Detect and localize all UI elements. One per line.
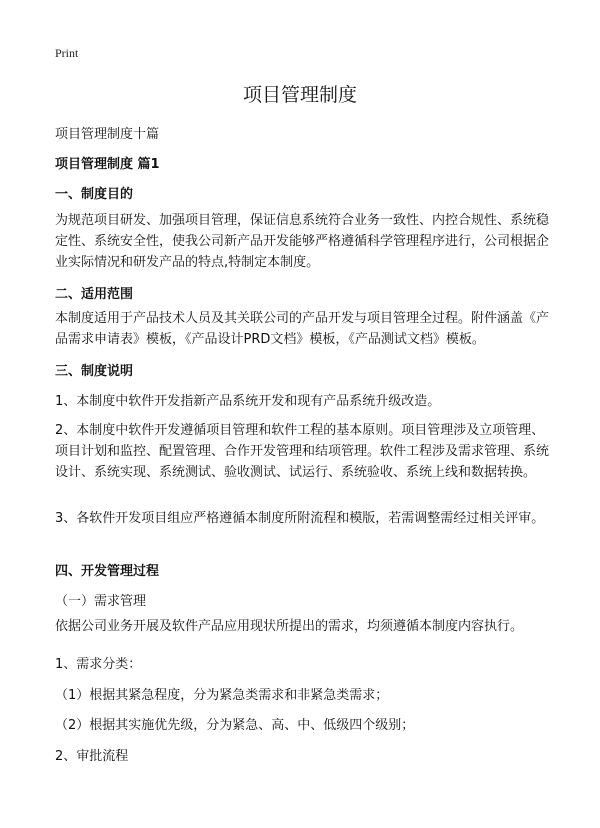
section-heading-description: 三、制度说明 [55, 364, 134, 379]
print-link[interactable]: Print [55, 46, 79, 60]
section-text-requirements: 依据公司业务开展及软件产品应用现状所提出的需求，均须遵循本制度内容执行。 [55, 619, 524, 634]
document-subtitle: 项目管理制度十篇 [55, 127, 160, 142]
section-item-2: 2、本制度中软件开发遵循项目管理和软件工程的基本原则。项目管理涉及立项管理、项目计划和监控、配置管理、合作开发管理和结项管理。软件工程涉及需求管理、系统设计、系统实现、系统测试、验收测试、试运行、系统验收、系统上线和数据转换。 [55, 423, 550, 480]
section-text-purpose: 为规范项目研发、加强项目管理，保证信息系统符合业务一致性、内控合规性、系统稳定性、系统安全性，使我公司新产品开发能够严格遵循科学管理程序进行，公司根据企业实际情况和研发产品的特点,特制定本制度。 [55, 213, 550, 270]
section-heading-purpose: 一、制度目的 [55, 187, 134, 202]
page-title: 项目管理制度 [242, 84, 357, 106]
list-item-classification: 1、需求分类： [55, 657, 142, 672]
section-heading-process: 四、开发管理过程 [55, 564, 160, 579]
list-item-urgency: （1）根据其紧急程度，分为紧急类需求和非紧急类需求； [55, 688, 389, 703]
list-item-approval: 2、审批流程 [55, 749, 129, 764]
subsection-heading-requirements: （一）需求管理 [55, 594, 147, 609]
section-item-1: 1、本制度中软件开发指新产品系统开发和现有产品系统升级改造。 [55, 394, 441, 409]
section-heading-scope: 二、适用范围 [55, 287, 134, 302]
article-heading: 项目管理制度 篇1 [55, 157, 160, 172]
section-item-3: 3、各软件开发项目组应严格遵循本制度所附流程和模版，若需调整需经过相关评审。 [55, 511, 545, 526]
section-text-scope: 本制度适用于产品技术人员及其关联公司的产品开发与项目管理全过程。附件涵盖《产品需求申请表》模板，《产品设计PRD文档》模板，《产品测试文档》模板。 [55, 311, 550, 347]
list-item-priority: （2）根据其实施优先级，分为紧急、高、中、低级四个级别； [55, 718, 415, 733]
